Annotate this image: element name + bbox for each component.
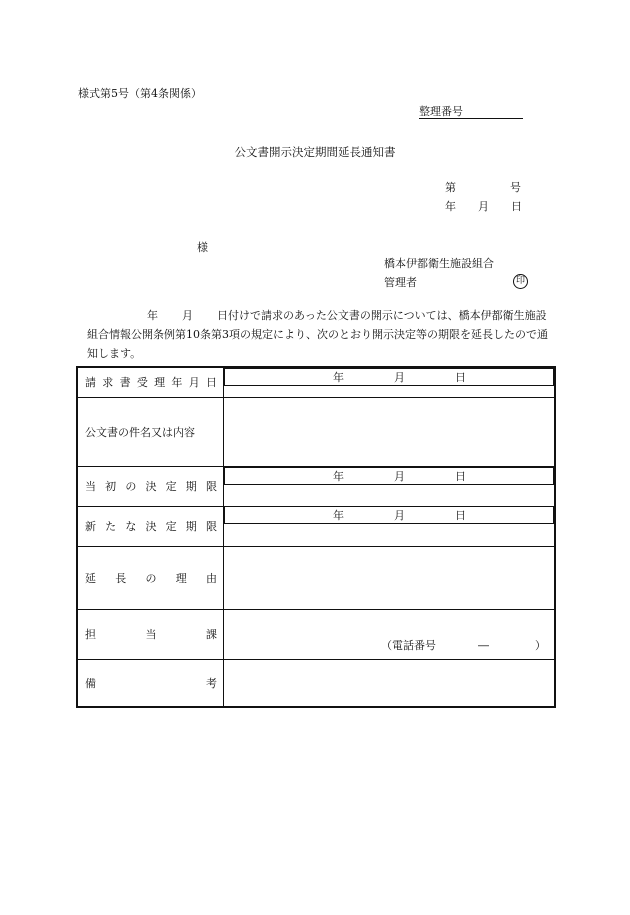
addressee-honorific: 様 [197,241,208,254]
body-year: 年 [147,309,158,322]
phone-close: ） [535,638,546,652]
department-value[interactable] [224,609,556,659]
row-label-original-deadline [77,466,224,506]
label-char: た [105,520,117,533]
label-char: 定 [165,480,177,493]
extension-reason-value[interactable] [224,546,556,609]
receipt-date-year: 年 [333,371,344,384]
row-label-department [77,609,224,659]
label-char: 定 [165,520,177,533]
issue-date-year: 年 [445,200,456,213]
row-label-document-subject [77,397,224,466]
label-char: 日 [205,376,217,390]
form-label: 様式第5号（第4条関係） [78,87,202,100]
label-char: 期 [185,520,197,533]
table-row [77,367,555,397]
reference-number-blank [463,106,523,119]
receipt-date-day: 日 [455,371,466,384]
sender-organization: 橋本伊都衛生施設組合 [384,257,494,270]
label-char: 理 [154,376,166,390]
issue-date [445,198,522,214]
receipt-date-label [85,374,217,390]
label-char: 新 [85,520,96,533]
original-deadline-month: 月 [394,469,405,483]
label-char: 備 [85,676,96,690]
label-char: 初 [105,480,117,493]
label-char: 限 [205,480,217,493]
document-subject-value[interactable] [224,397,556,466]
original-deadline-value[interactable] [224,467,554,485]
row-label-receipt-date [77,367,224,397]
reference-number-label: 整理番号 [419,105,463,118]
phone-open: （電話番号 [381,638,436,652]
row-label-remarks [77,659,224,707]
table-row [77,609,555,659]
label-char: 求 [102,376,114,390]
table-row [77,397,555,466]
original-deadline-year: 年 [333,469,344,483]
notice-body [87,306,557,363]
new-deadline-year: 年 [333,509,344,522]
table-row [77,466,555,506]
label-char: 書 [119,376,131,390]
label-char: 請 [85,376,96,390]
body-text: 日付けで請求のあった公文書の開示については、橋本伊都衛生施設組合情報公開条例第10条第3項の規定により、次のとおり開示決定等の期限を延長したので通知します。 [87,309,548,360]
document-number-suffix: 号 [510,181,521,194]
document-number [445,179,521,195]
new-deadline-day: 日 [455,509,466,522]
table-row [77,659,555,707]
row-label-new-deadline [77,506,224,546]
document-subject-label: 公文書の件名又は内容 [85,425,195,439]
label-char: 考 [206,676,217,690]
label-char: 理 [175,571,187,585]
document-number-prefix: 第 [445,181,456,194]
label-char: 受 [136,376,148,390]
row-label-extension-reason [77,546,224,609]
label-char: 月 [188,376,200,390]
new-deadline-label [85,518,217,534]
table-row [77,546,555,609]
label-char: 課 [206,628,217,641]
label-char: 年 [171,376,183,390]
label-char: 延 [85,571,96,585]
extension-details-table [76,366,556,708]
extension-reason-label [85,570,217,586]
label-char: な [125,520,137,533]
new-deadline-value[interactable] [224,506,554,524]
department-label [85,626,217,642]
receipt-date-month: 月 [394,371,405,384]
table-row [77,506,555,546]
label-char: 長 [115,571,127,585]
label-char: 決 [145,480,157,493]
issue-date-month: 月 [478,200,489,213]
original-deadline-day: 日 [455,469,466,483]
label-char: の [125,480,137,493]
remarks-label [85,675,217,691]
reference-number-field [419,103,523,119]
seal-mark: 印 [513,274,528,289]
label-char: 担 [85,628,96,641]
label-char: 由 [206,571,217,585]
label-char: 決 [145,520,157,533]
body-month: 月 [182,309,193,322]
phone-number-field [381,637,546,653]
document-title: 公文書開示決定期間延長通知書 [234,145,396,159]
sender-title: 管理者 [384,276,417,289]
label-char: 当 [145,628,157,641]
phone-dash: ― [478,638,489,652]
original-deadline-label [85,478,217,494]
label-char: 期 [185,480,197,493]
remarks-value[interactable] [224,659,556,707]
label-char: 限 [205,520,217,533]
receipt-date-value[interactable] [224,368,554,386]
new-deadline-month: 月 [394,509,405,522]
label-char: 当 [85,480,96,493]
label-char: の [145,571,157,585]
issue-date-day: 日 [511,200,522,213]
